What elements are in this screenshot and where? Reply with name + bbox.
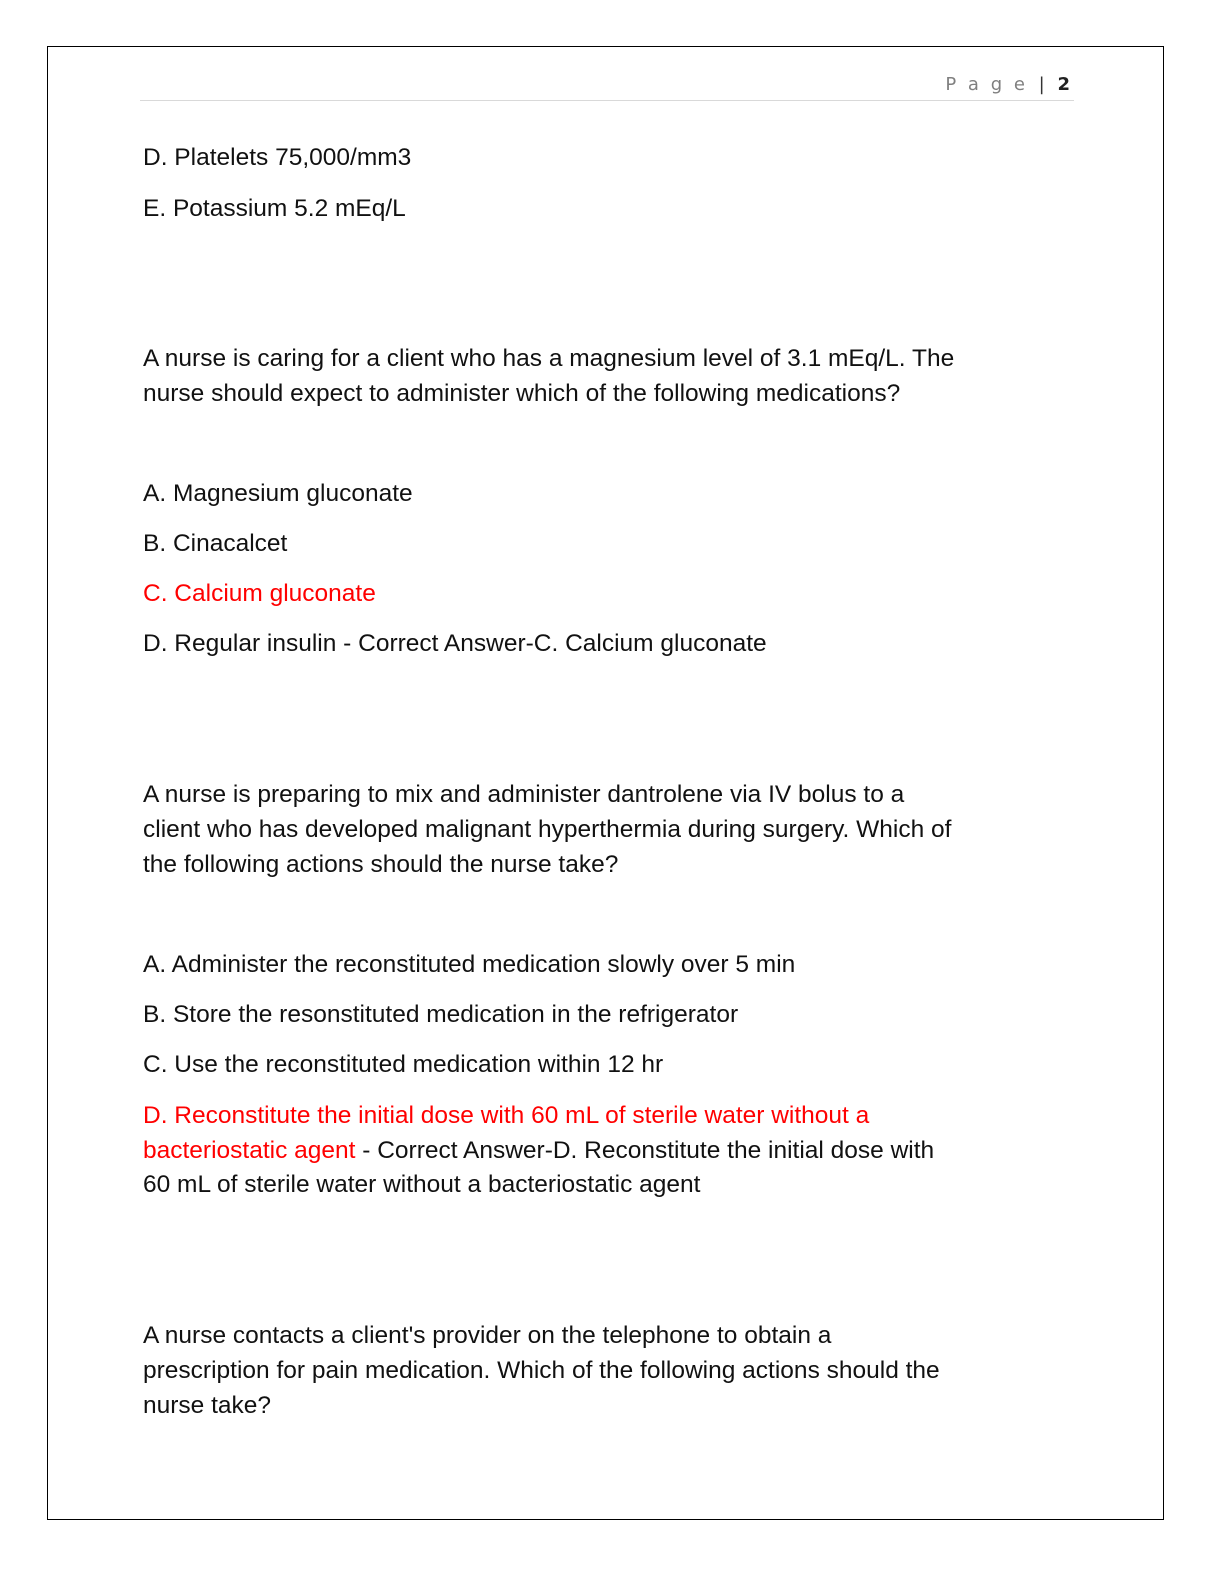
page-header xyxy=(140,72,1074,101)
page-number-value: 2 xyxy=(1057,74,1070,95)
question-2-option-d-line-2 xyxy=(143,1134,934,1168)
question-1-option-d-with-answer: D. Regular insulin - Correct Answer-C. Calcium gluconate xyxy=(143,630,767,657)
question-2-option-a: A. Administer the reconstituted medication slowly over 5 min xyxy=(143,951,796,978)
question-2-stem-line-2: client who has developed malignant hyperthermia during surgery. Which of xyxy=(143,816,952,843)
question-3-stem-line-3: nurse take? xyxy=(143,1392,272,1419)
question-1-option-c-correct: C. Calcium gluconate xyxy=(143,580,376,607)
page-label: P a g e xyxy=(945,74,1028,95)
question-2-stem-line-3: the following actions should the nurse take? xyxy=(143,851,619,878)
option-d-platelets: D. Platelets 75,000/mm3 xyxy=(143,144,412,171)
question-2-option-c: C. Use the reconstituted medication within 12 hr xyxy=(143,1051,664,1078)
question-1-option-b: B. Cinacalcet xyxy=(143,530,288,557)
question-2-stem-line-1: A nurse is preparing to mix and administer dantrolene via IV bolus to a xyxy=(143,781,905,808)
question-3-stem-line-2: prescription for pain medication. Which of the following actions should the xyxy=(143,1357,940,1384)
question-2-option-d-correct-line-2: bacteriostatic agent xyxy=(143,1137,356,1164)
question-3-stem-line-1: A nurse contacts a client's provider on the telephone to obtain a xyxy=(143,1322,832,1349)
page-number xyxy=(945,74,1070,95)
question-1-stem-line-2: nurse should expect to administer which of the following medications? xyxy=(143,380,901,407)
page-separator: | xyxy=(1038,74,1045,95)
question-2-option-b: B. Store the resonstituted medication in the refrigerator xyxy=(143,1001,739,1028)
question-2-correct-answer-line-3: 60 mL of sterile water without a bacteriostatic agent xyxy=(143,1171,701,1198)
question-2-correct-answer-label: - Correct Answer-D. Reconstitute the initial dose with xyxy=(355,1137,935,1164)
question-1-option-a: A. Magnesium gluconate xyxy=(143,480,413,507)
option-e-potassium: E. Potassium 5.2 mEq/L xyxy=(143,195,406,222)
question-1-stem-line-1: A nurse is caring for a client who has a magnesium level of 3.1 mEq/L. The xyxy=(143,345,955,372)
question-2-option-d-correct-line-1: D. Reconstitute the initial dose with 60 mL of sterile water without a xyxy=(143,1102,870,1129)
